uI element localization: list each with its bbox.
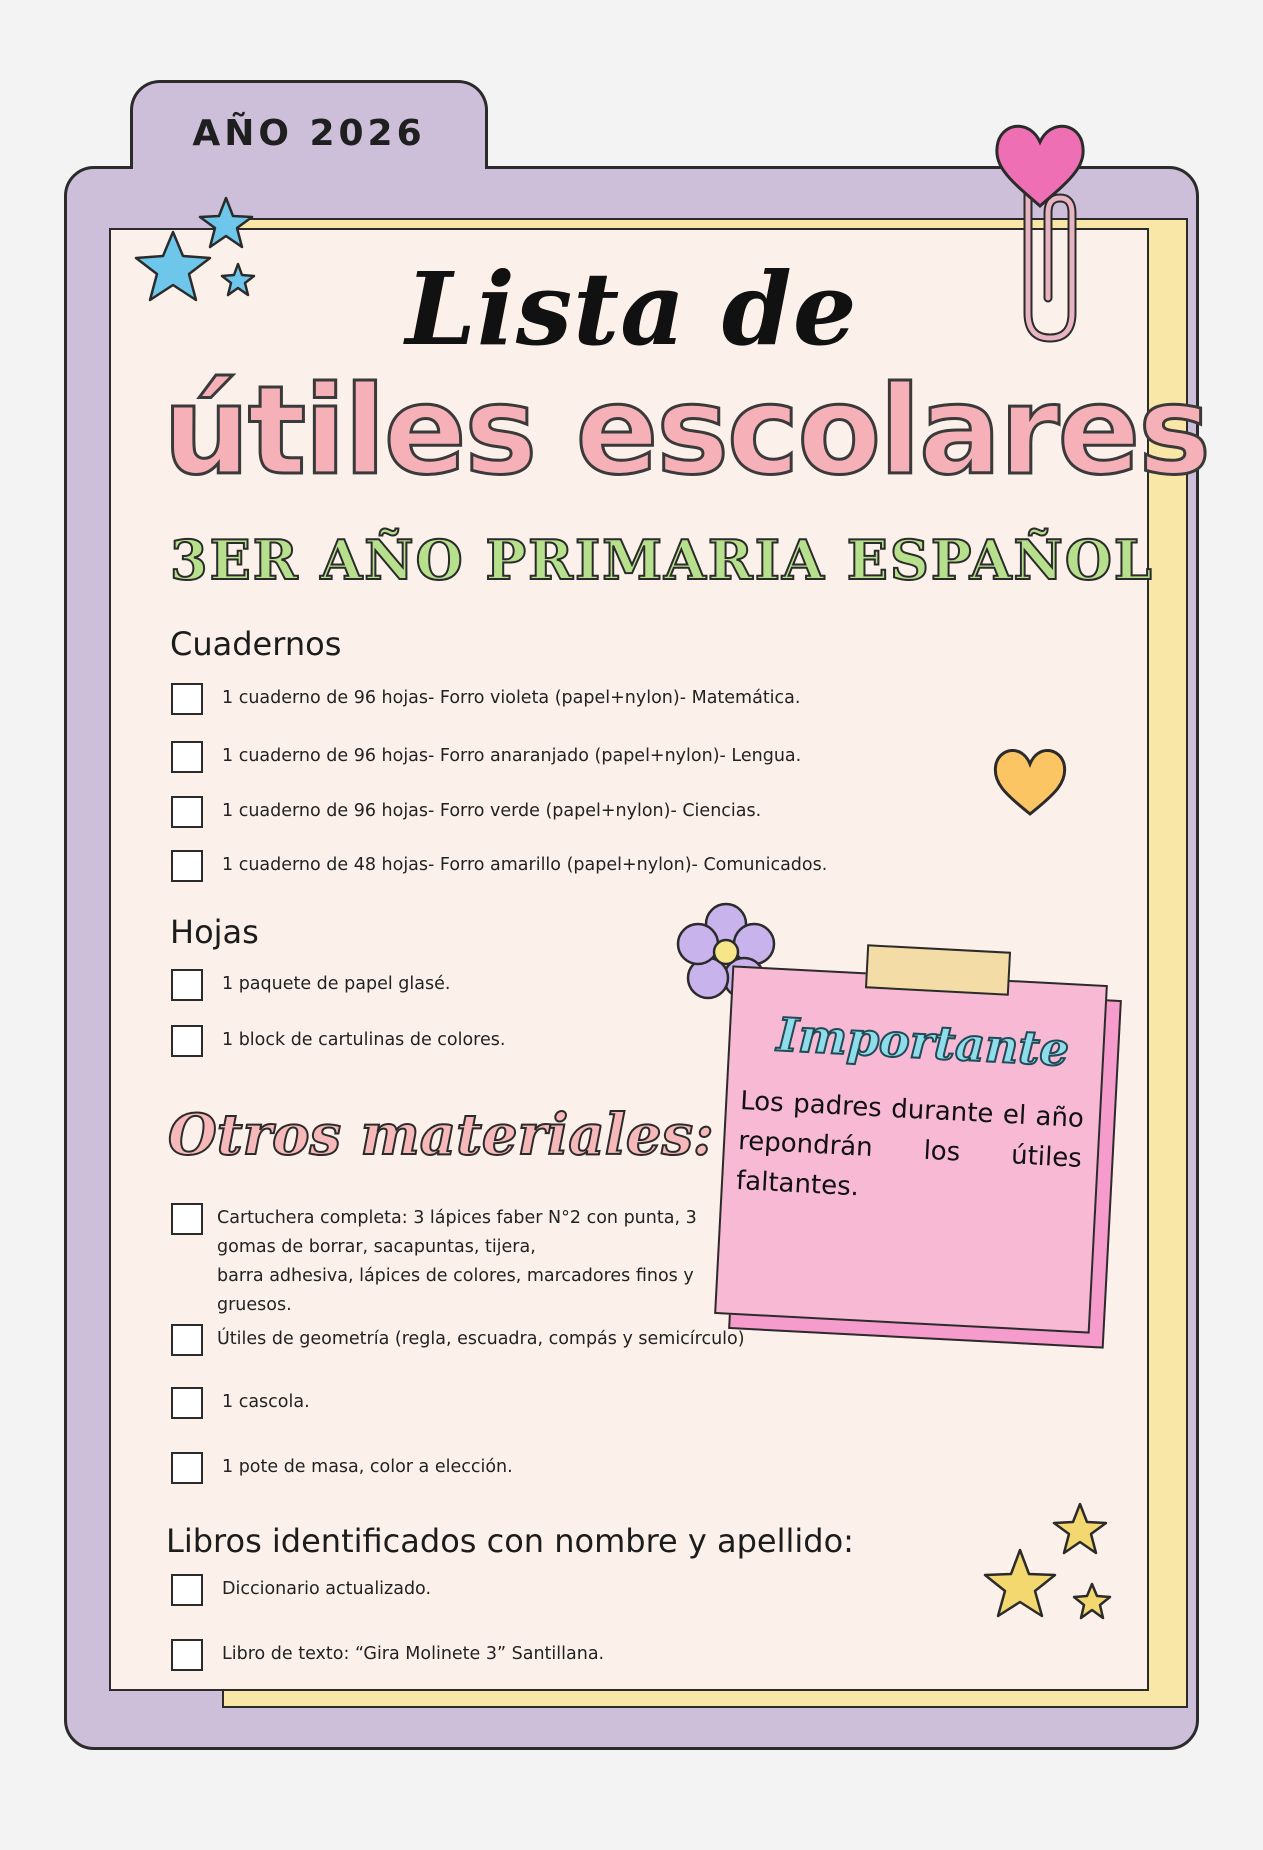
item-text: 1 block de cartulinas de colores.: [222, 1030, 506, 1050]
list-item: [171, 1574, 431, 1606]
item-text: barra adhesiva, lápices de colores, marcadores finos y gruesos.: [217, 1266, 694, 1315]
item-text: Libro de texto: “Gira Molinete 3” Santillana.: [222, 1644, 605, 1664]
checkbox[interactable]: [171, 1639, 203, 1671]
item-text: Diccionario actualizado.: [222, 1579, 432, 1599]
sticky-note-tape: [865, 944, 1011, 995]
checkbox[interactable]: [171, 1387, 203, 1419]
section-heading-libros: Libros identificados con nombre y apellido:: [166, 1522, 854, 1560]
checkbox[interactable]: [171, 741, 203, 773]
checkbox[interactable]: [171, 1025, 203, 1057]
list-item: [171, 1324, 745, 1356]
checkbox[interactable]: [171, 796, 203, 828]
checkbox[interactable]: [171, 1324, 203, 1356]
list-item: [171, 796, 761, 828]
item-text: 1 cuaderno de 96 hojas- Forro verde (papel+nylon)- Ciencias.: [222, 801, 762, 821]
section-heading-hojas: Hojas: [170, 913, 259, 951]
folder-tab-joint: [133, 164, 485, 172]
list-item: [171, 969, 450, 1001]
list-item: [171, 850, 827, 882]
checkbox[interactable]: [171, 683, 203, 715]
yellow-stars-icon: [972, 1500, 1122, 1640]
list-item: [171, 1025, 505, 1057]
item-text: 1 pote de masa, color a elección.: [222, 1457, 513, 1477]
item-text: 1 paquete de papel glasé.: [222, 974, 451, 994]
item-text: 1 cuaderno de 48 hojas- Forro amarillo (papel+nylon)- Comunicados.: [222, 855, 828, 875]
title-line1: Lista de: [405, 250, 858, 368]
title-line3: 3ER AÑO PRIMARIA ESPAÑOL: [170, 528, 1154, 592]
checkbox[interactable]: [171, 1203, 203, 1235]
list-item: [171, 741, 801, 773]
section-heading-otros: Otros materiales:: [168, 1102, 714, 1168]
folder-tab-label: AÑO 2026: [192, 113, 426, 154]
note-title: Importante: [775, 1007, 1071, 1077]
checkbox[interactable]: [171, 1452, 203, 1484]
orange-heart-icon: [990, 742, 1070, 820]
section-heading-cuadernos: Cuadernos: [170, 625, 342, 663]
item-text: Útiles de geometría (regla, escuadra, compás y semicírculo): [217, 1329, 745, 1349]
list-item: [171, 683, 800, 715]
title-line2: útiles escolares: [163, 360, 1209, 502]
item-text: 1 cascola.: [222, 1392, 310, 1412]
list-item: [171, 1639, 604, 1671]
list-item: [171, 1452, 513, 1484]
note-body: Los padres durante el año repondrán los útiles faltantes.: [735, 1086, 1085, 1203]
item-text: Cartuchera completa: 3 lápices faber N°2 con punta, 3 gomas de borrar, sacapuntas, tijera,: [217, 1208, 697, 1257]
checkbox[interactable]: [171, 969, 203, 1001]
checkbox[interactable]: [171, 1574, 203, 1606]
item-text: 1 cuaderno de 96 hojas- Forro violeta (papel+nylon)- Matemática.: [222, 688, 801, 708]
list-item: [171, 1387, 310, 1419]
list-item: [171, 1203, 717, 1320]
item-text: 1 cuaderno de 96 hojas- Forro anaranjado (papel+nylon)- Lengua.: [222, 746, 802, 766]
checkbox[interactable]: [171, 850, 203, 882]
